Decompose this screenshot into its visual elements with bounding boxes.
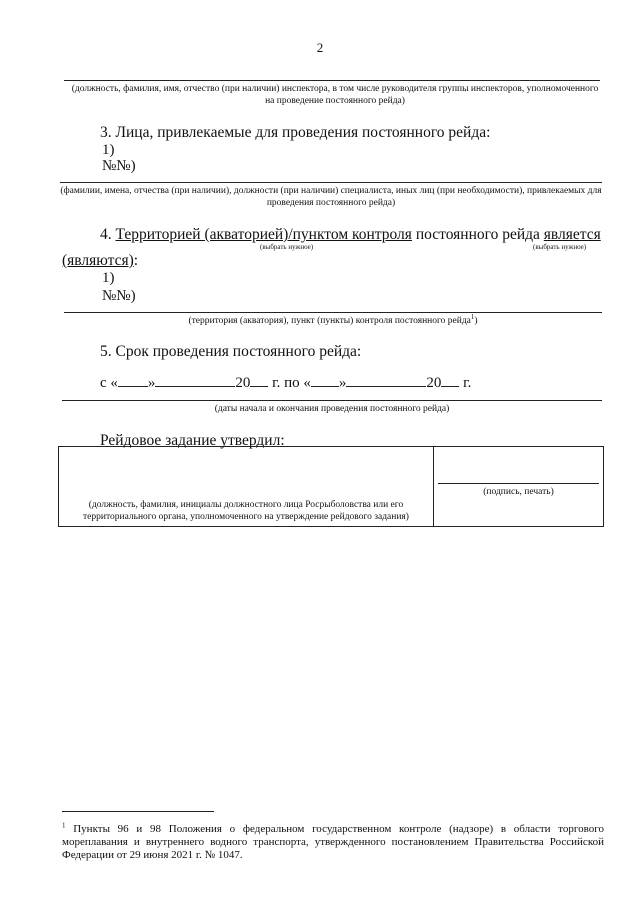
section-3-caption: (фамилии, имена, отчества (при наличии), должности (при наличии) специалиста, иных лиц (при необходимости), привлекаемых для проведения постоянного рейда) <box>60 186 602 208</box>
section-4-caption-end: ) <box>474 316 478 326</box>
section-5-line <box>62 400 602 401</box>
footnote <box>62 823 604 862</box>
signature-caption: (подпись, печать) <box>483 487 554 497</box>
section-5-heading: 5. Срок проведения постоянного рейда: <box>100 343 362 360</box>
start-year-suffix: г. по « <box>272 375 311 391</box>
section-5-caption: (даты начала и окончания проведения постоянного рейда) <box>214 404 450 414</box>
start-month-blank <box>155 373 235 387</box>
choose-hint-territory: (выбрать нужное) <box>260 243 314 251</box>
signature-cell <box>434 447 604 527</box>
section-4-caption-text: (территория (акватория), пункт (пункты) контроля постоянного рейда <box>188 316 471 326</box>
start-day-blank <box>118 373 148 387</box>
quote-close-1: » <box>147 375 156 391</box>
quote-close-2: » <box>338 375 347 391</box>
section-4-prefix: 4. <box>100 226 112 243</box>
footnote-mark: 1 <box>62 821 66 830</box>
section-3-line <box>60 182 602 183</box>
section-4-numbering: №№) <box>102 288 136 304</box>
section-3-heading: 3. Лица, привлекаемые для проведения постоянного рейда: <box>100 124 491 141</box>
official-cell <box>59 447 434 527</box>
section-3-item: 1) <box>102 142 115 158</box>
end-month-blank <box>346 373 426 387</box>
inspector-line <box>64 80 600 81</box>
end-day-blank <box>311 373 339 387</box>
end-year-suffix: г. <box>463 375 472 391</box>
section-4-caption <box>64 312 602 327</box>
section-4-verb-plural-line <box>62 252 138 270</box>
date-range-line <box>100 373 471 392</box>
approval-table <box>58 446 604 527</box>
page-number: 2 <box>316 40 324 55</box>
section-3-numbering: №№) <box>102 158 136 174</box>
date-from-prefix: с « <box>100 375 118 391</box>
choose-hint-verb: (выбрать нужное) <box>533 243 587 251</box>
section-4-item: 1) <box>102 270 115 286</box>
end-year-blank <box>441 373 459 387</box>
footnote-text: Пункты 96 и 98 Положения о федеральном государственном контроле (надзоре) в области торгового мореплавания и внутреннего водного транспорта, утвержденного постановлением Правительства Российской Федерации от 29 июня 2021 г. № 1047. <box>62 823 605 861</box>
section-4-heading <box>100 226 601 244</box>
section-4-colon: : <box>133 252 139 269</box>
section-4-verb-plural: (являются) <box>62 252 134 269</box>
territory-phrase: Территорией (акваторией)/пунктом контроля <box>115 226 412 243</box>
official-caption: (должность, фамилия, инициалы должностного лица Росрыболовства или его территориального органа, уполномоченного на утверждение рейдового задания) <box>83 500 409 522</box>
start-year-blank <box>250 373 268 387</box>
footnote-separator <box>62 811 214 812</box>
inspector-caption: (должность, фамилия, имя, отчество (при наличии) инспектора, в том числе руководителя группы инспекторов, уполномоченного на проведение постоянного рейда) <box>71 84 599 106</box>
section-4-middle: постоянного рейда <box>415 226 540 243</box>
section-4-line <box>64 312 602 313</box>
section-4-verb: является <box>543 226 601 243</box>
end-year-prefix: 20 <box>426 375 442 391</box>
approval-heading: Рейдовое задание утвердил: <box>100 432 285 449</box>
start-year-prefix: 20 <box>235 375 251 391</box>
footnote-ref: 1 <box>470 312 475 321</box>
